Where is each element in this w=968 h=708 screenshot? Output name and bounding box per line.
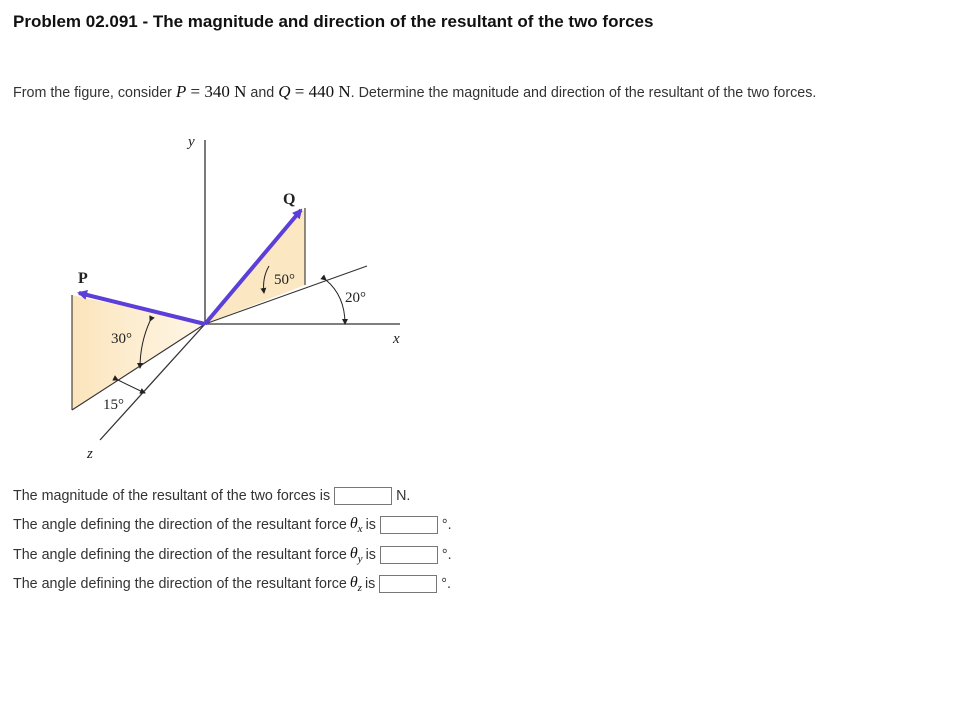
q-value: = 440 N — [294, 82, 351, 101]
question-label: The angle defining the direction of the resultant force — [13, 517, 347, 533]
angle-15-label: 15° — [103, 397, 124, 413]
angle-20-label: 20° — [345, 290, 366, 306]
question-label: The angle defining the direction of the resultant force — [13, 576, 347, 592]
problem-title: Problem 02.091 - The magnitude and direction of the resultant of the two forces — [13, 12, 654, 31]
unit-label: °. — [441, 517, 452, 533]
question-row-magnitude — [13, 485, 410, 507]
statement-joiner: and — [250, 85, 275, 101]
statement-suffix: . Determine the magnitude and direction of the resultant of the two forces. — [350, 85, 817, 101]
p-value: = 340 N — [190, 82, 247, 101]
theta-y-symbol: $\theta_y$ — [349, 544, 363, 566]
p-symbol: P — [175, 82, 187, 101]
p-equation — [176, 82, 247, 101]
p-shaded-plane — [72, 295, 205, 410]
q-equation — [278, 82, 350, 101]
theta-x-answer-input[interactable] — [380, 516, 438, 534]
question-tail: is — [365, 517, 376, 533]
unit-label: °. — [441, 547, 452, 563]
unit-label: °. — [441, 576, 451, 592]
question-tail: is — [364, 576, 376, 592]
question-label: The magnitude of the resultant of the two forces is — [13, 488, 331, 504]
angle-30-label: 30° — [111, 331, 132, 347]
theta-x-symbol: $\theta_x$ — [349, 514, 363, 536]
q-symbol: Q — [278, 82, 291, 101]
question-label: The angle defining the direction of the resultant force — [13, 547, 347, 563]
angle-50-label: 50° — [274, 272, 295, 288]
force-diagram — [55, 128, 415, 468]
angle-20-arc — [326, 280, 345, 324]
theta-y-answer-input[interactable] — [380, 546, 438, 564]
angle-15-arc — [118, 380, 145, 393]
y-axis-label: y — [188, 134, 195, 150]
question-row-theta-z — [13, 573, 451, 595]
force-q-label: Q — [283, 191, 296, 208]
statement-prefix: From the figure, consider — [13, 85, 172, 101]
force-p-label: P — [78, 270, 88, 287]
unit-label: N. — [396, 488, 411, 504]
magnitude-answer-input[interactable] — [334, 487, 392, 505]
theta-z-symbol: $\theta_z$ — [349, 573, 362, 595]
question-tail: is — [365, 547, 376, 563]
question-row-theta-x — [13, 514, 452, 536]
problem-statement — [13, 82, 816, 102]
x-axis-label: x — [393, 331, 400, 347]
question-row-theta-y — [13, 544, 452, 566]
theta-z-answer-input[interactable] — [379, 575, 437, 593]
z-axis-label: z — [87, 446, 93, 462]
